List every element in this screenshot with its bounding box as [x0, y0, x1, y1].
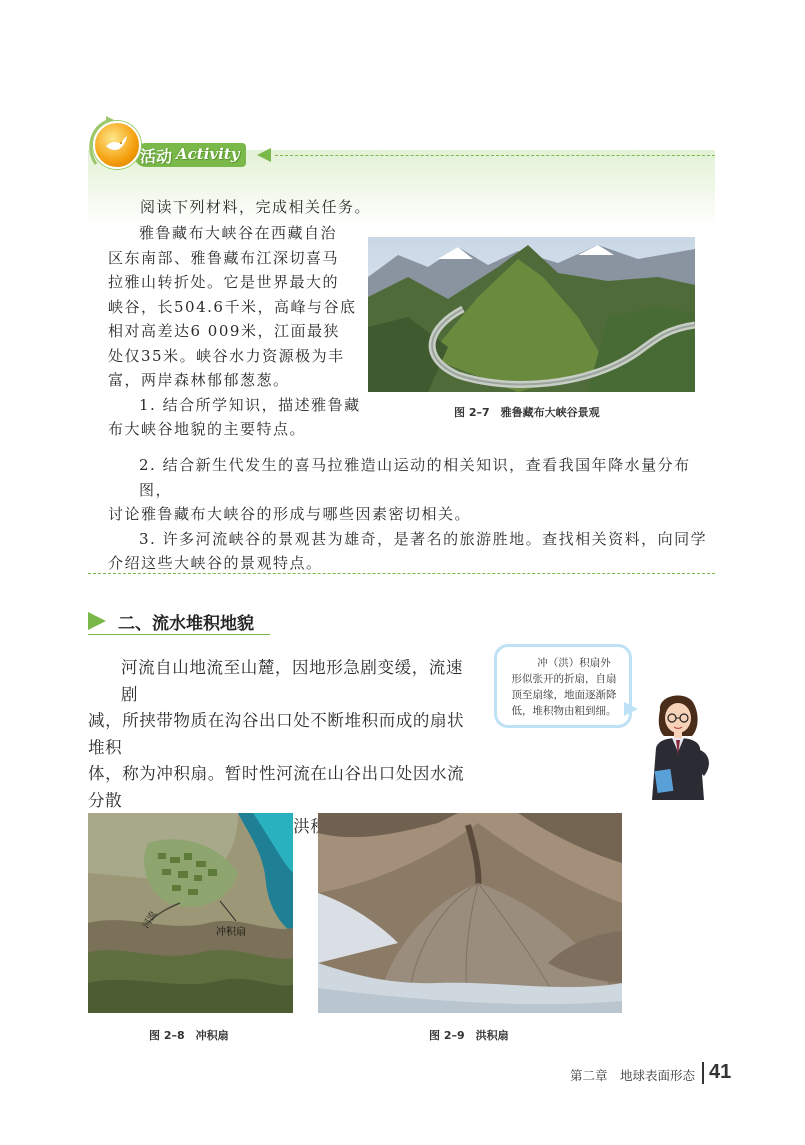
- material-line: 区东南部、雅鲁藏布江深切喜马: [108, 248, 340, 267]
- activity-top-divider: [275, 155, 715, 156]
- footer-chapter-title: 第二章 地球表面形态: [570, 1068, 696, 1083]
- task-2-line-1: 2. 结合新生代发生的喜马拉雅造山运动的相关知识，查看我国年降水量分布图，: [139, 456, 691, 499]
- footer-divider: [702, 1062, 704, 1084]
- activity-label-en: Activity: [176, 145, 240, 163]
- figure-2-8-photo: [88, 813, 293, 1013]
- alluvial-fan-label: 冲积扇: [216, 927, 246, 938]
- task-1-line-1: 1. 结合所学知识，描述雅鲁藏: [139, 395, 361, 414]
- figure-2-8-caption: 图 2–8 冲积扇: [149, 1029, 229, 1042]
- bubble-line: 低，堆积物由粗到细。: [511, 705, 617, 717]
- figure-2-9-caption: 图 2–9 洪积扇: [429, 1029, 509, 1042]
- river-label: 河流: [141, 909, 160, 931]
- task-3-line-2: 介绍这些大峡谷的景观特点。: [108, 554, 323, 572]
- task-3-line-1: 3. 许多河流峡谷的景观甚为雄奇，是著名的旅游胜地。查找相关资料，向同学: [139, 529, 708, 548]
- bubble-line: 形似张开的折扇，自扇: [511, 673, 617, 685]
- page-number: 41: [709, 1061, 732, 1083]
- bubble-line: 冲（洪）积扇外: [537, 657, 611, 669]
- tip-speech-bubble: [494, 644, 632, 728]
- section-arrow-icon: [88, 612, 106, 630]
- section-underline: [88, 634, 270, 635]
- activity-dove-icon: [93, 121, 141, 169]
- activity-label: [136, 141, 266, 167]
- material-line: 拉雅山转折处。它是世界最大的: [108, 273, 340, 291]
- figure-2-7-photo: [368, 237, 695, 392]
- material-line: 相对高差达6 009米，江面最狭: [108, 322, 340, 340]
- paragraph-line: 减，所挟带物质在沟谷出口处不断堆积而成的扇状堆积: [88, 711, 465, 757]
- activity-label-cn: 活动: [140, 147, 173, 166]
- material-line: 富，两岸森林郁郁葱葱。: [108, 371, 290, 389]
- figure-2-7-caption: 图 2–7 雅鲁藏布大峡谷景观: [454, 406, 600, 419]
- material-line: 峡谷，长504.6千米，高峰与谷底: [108, 297, 357, 316]
- teacher-illustration-icon: [638, 690, 718, 800]
- bubble-line: 顶至扇缘，地面逐渐降: [511, 689, 617, 701]
- figure-2-9-photo: [318, 813, 622, 1013]
- activity-material: [108, 221, 363, 442]
- bubble-tail: [624, 702, 638, 716]
- task-1-line-2: 布大峡谷地貌的主要特点。: [108, 420, 307, 438]
- material-line: 处仅35米。峡谷水力资源极为丰: [108, 346, 345, 365]
- paragraph-line: 体，称为冲积扇。暂时性河流在山谷出口处因水流分散: [88, 764, 465, 810]
- activity-intro: 阅读下列材料，完成相关任务。: [140, 198, 372, 216]
- section-title: 二、流水堆积地貌: [118, 614, 254, 634]
- material-line: 雅鲁藏布大峡谷在西藏自治: [139, 224, 338, 242]
- task-2-line-2: 讨论雅鲁藏布大峡谷的形成与哪些因素密切相关。: [108, 505, 472, 523]
- paragraph-line: 河流自山地流至山麓，因地形急剧变缓，流速剧: [121, 658, 463, 704]
- activity-bottom-divider: [88, 573, 715, 574]
- activity-tasks: [108, 453, 708, 576]
